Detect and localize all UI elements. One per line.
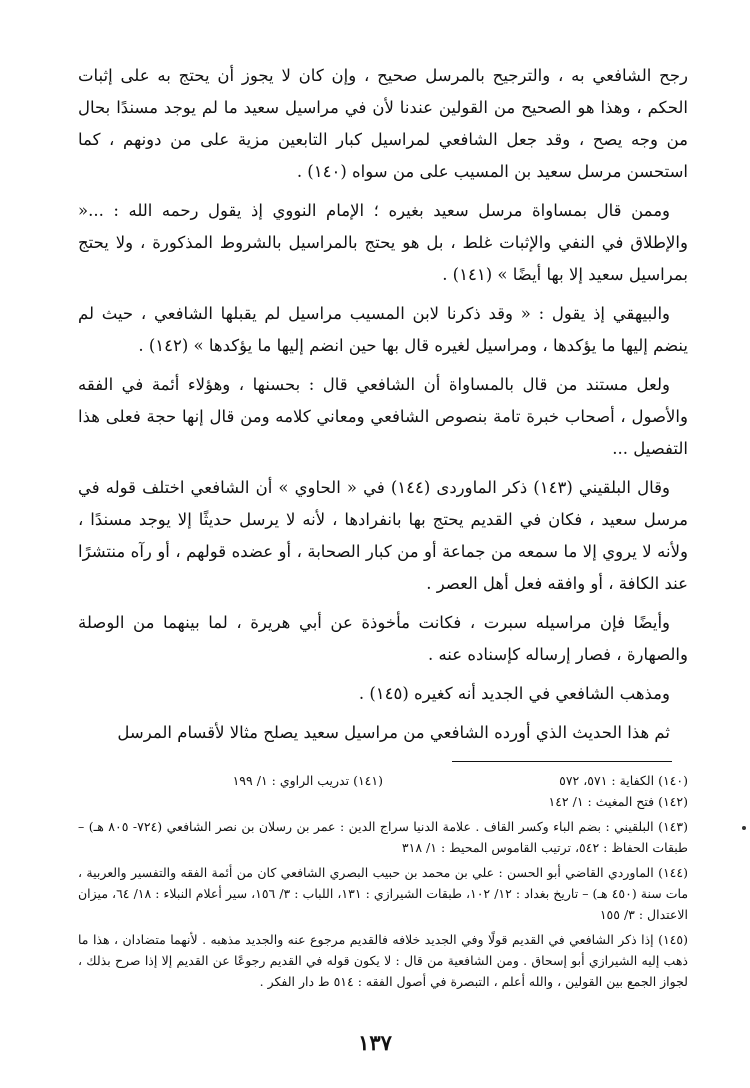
footnote-row-140-141 [78, 770, 688, 791]
margin-dot [742, 826, 746, 830]
page-number: ١٣٧ [358, 1030, 392, 1055]
paragraph-1: رجح الشافعي به ، والترجيح بالمرسل صحيح ، وإن كان لا يجوز أن يحتج به على إثبات الحكم ، وهذا هو الصحيح من القولين عندنا لأن في مراسيل سعيد ما لم يوجد مسندًا بحال من وجه يصح ، وقد جعل الشافعي لمراسيل كبار التابعين مزية على من دونهم ، كما استحسن مرسل سعيد بن المسيب على من سواه (١٤٠) . [78, 66, 688, 181]
main-text [78, 60, 688, 756]
paragraph-8: ثم هذا الحديث الذي أورده الشافعي من مراسيل سعيد يصلح مثالا لأقسام المرسل [117, 723, 670, 742]
paragraph-7: ومذهب الشافعي في الجديد أنه كغيره (١٤٥) . [358, 684, 670, 703]
paragraph-4: ولعل مستند من قال بالمساواة أن الشافعي قال : بحسنها ، وهؤلاء أئمة في الفقه والأصول ، أصحاب خبرة تامة بنصوص الشافعي ومعاني كلامه ومن قال إنها حجة فعلى هذا التفصيل ... [78, 375, 688, 458]
paragraph-5: وقال البلقيني (١٤٣) ذكر الماوردى (١٤٤) في « الحاوي » أن الشافعي اختلف قوله في مرسل سعيد ، فكان في القديم يحتج بها بانفرادها ، لأنه لا يرسل حديثًا إلا يوجد مسندًا ، ولأنه لا يروي إلا ما سمعه من جماعة أو من كبار الصحابة ، أو عضده قولهم ، أو رآه منتشرًا عند الكافة ، أو وافقه فعل أهل العصر . [78, 478, 688, 593]
paragraph-3: والبيهقي إذ يقول : « وقد ذكرنا لابن المسيب مراسيل لم يقبلها الشافعي ، حيث لم ينضم إليها ما يؤكدها ، ومراسيل لغيره قال بها حين انضم إليها ما يؤكدها » (١٤٢) . [78, 304, 688, 355]
footnote-145: (١٤٥) إذا ذكر الشافعي في القديم قولًا وفي الجديد خلافه فالقديم مرجوع عنه والجديد مذهبه . لأنهما متضادان ، هذا ما ذهب إليه الشيرازي أبو إسحاق . ومن الشافعية من قال : لا يكون قوله في القديم رجوعًا عن القديم إلا إذا صرح بذلك ، لجواز الجمع بين القولين ، والله أعلم ، التبصرة في أصول الفقه : ٥١٤ ط دار الفكر . [78, 932, 688, 989]
footnote-140: (١٤٠) الكفاية : ٥٧١، ٥٧٢ [559, 773, 688, 788]
footnote-143: (١٤٣) البلقيني : بضم الباء وكسر القاف . علامة الدنيا سراج الدين : عمر بن رسلان بن نصر الشافعي (٧٢٤- ٨٠٥ هـ) – طبقات الحفاظ : ٥٤٢، ترتيب القاموس المحيط : ١/ ٣١٨ [78, 819, 688, 855]
footnote-separator [452, 761, 672, 762]
footnote-144: (١٤٤) الماوردي القاضي أبو الحسن : علي بن محمد بن حبيب البصري الشافعي كان من أئمة الفقه والتفسير والعربية ، مات سنة (٤٥٠ هـ) – تاريخ بغداد : ١٢/ ١٠٢، طبقات الشيرازي : ١٣١، اللباب : ٣/ ١٥٦، سير أعلام النبلاء : ١٨/ ٦٤، ميزان الاعتدال : ٣/ ١٥٥ [78, 865, 689, 922]
paragraph-6: وأيضًا فإن مراسيله سبرت ، فكانت مأخوذة عن أبي هريرة ، لما بينهما من الوصلة والصهارة ، فصار إرساله كإسناده عنه . [78, 613, 688, 664]
footnote-142: (١٤٢) فتح المغيث : ١/ ١٤٢ [548, 794, 688, 809]
footnotes [78, 770, 688, 996]
footnote-141: (١٤١) تدريب الراوي : ١/ ١٩٩ [232, 773, 383, 788]
paragraph-2: وممن قال بمساواة مرسل سعيد بغيره ؛ الإمام النووي إذ يقول رحمه الله : ...« والإطلاق في النفي والإثبات غلط ، بل هو يحتج بالمراسيل بالشروط المذكورة ، ولا يحتج بمراسيل سعيد إلا بها أيضًا » (١٤١) . [78, 201, 688, 284]
